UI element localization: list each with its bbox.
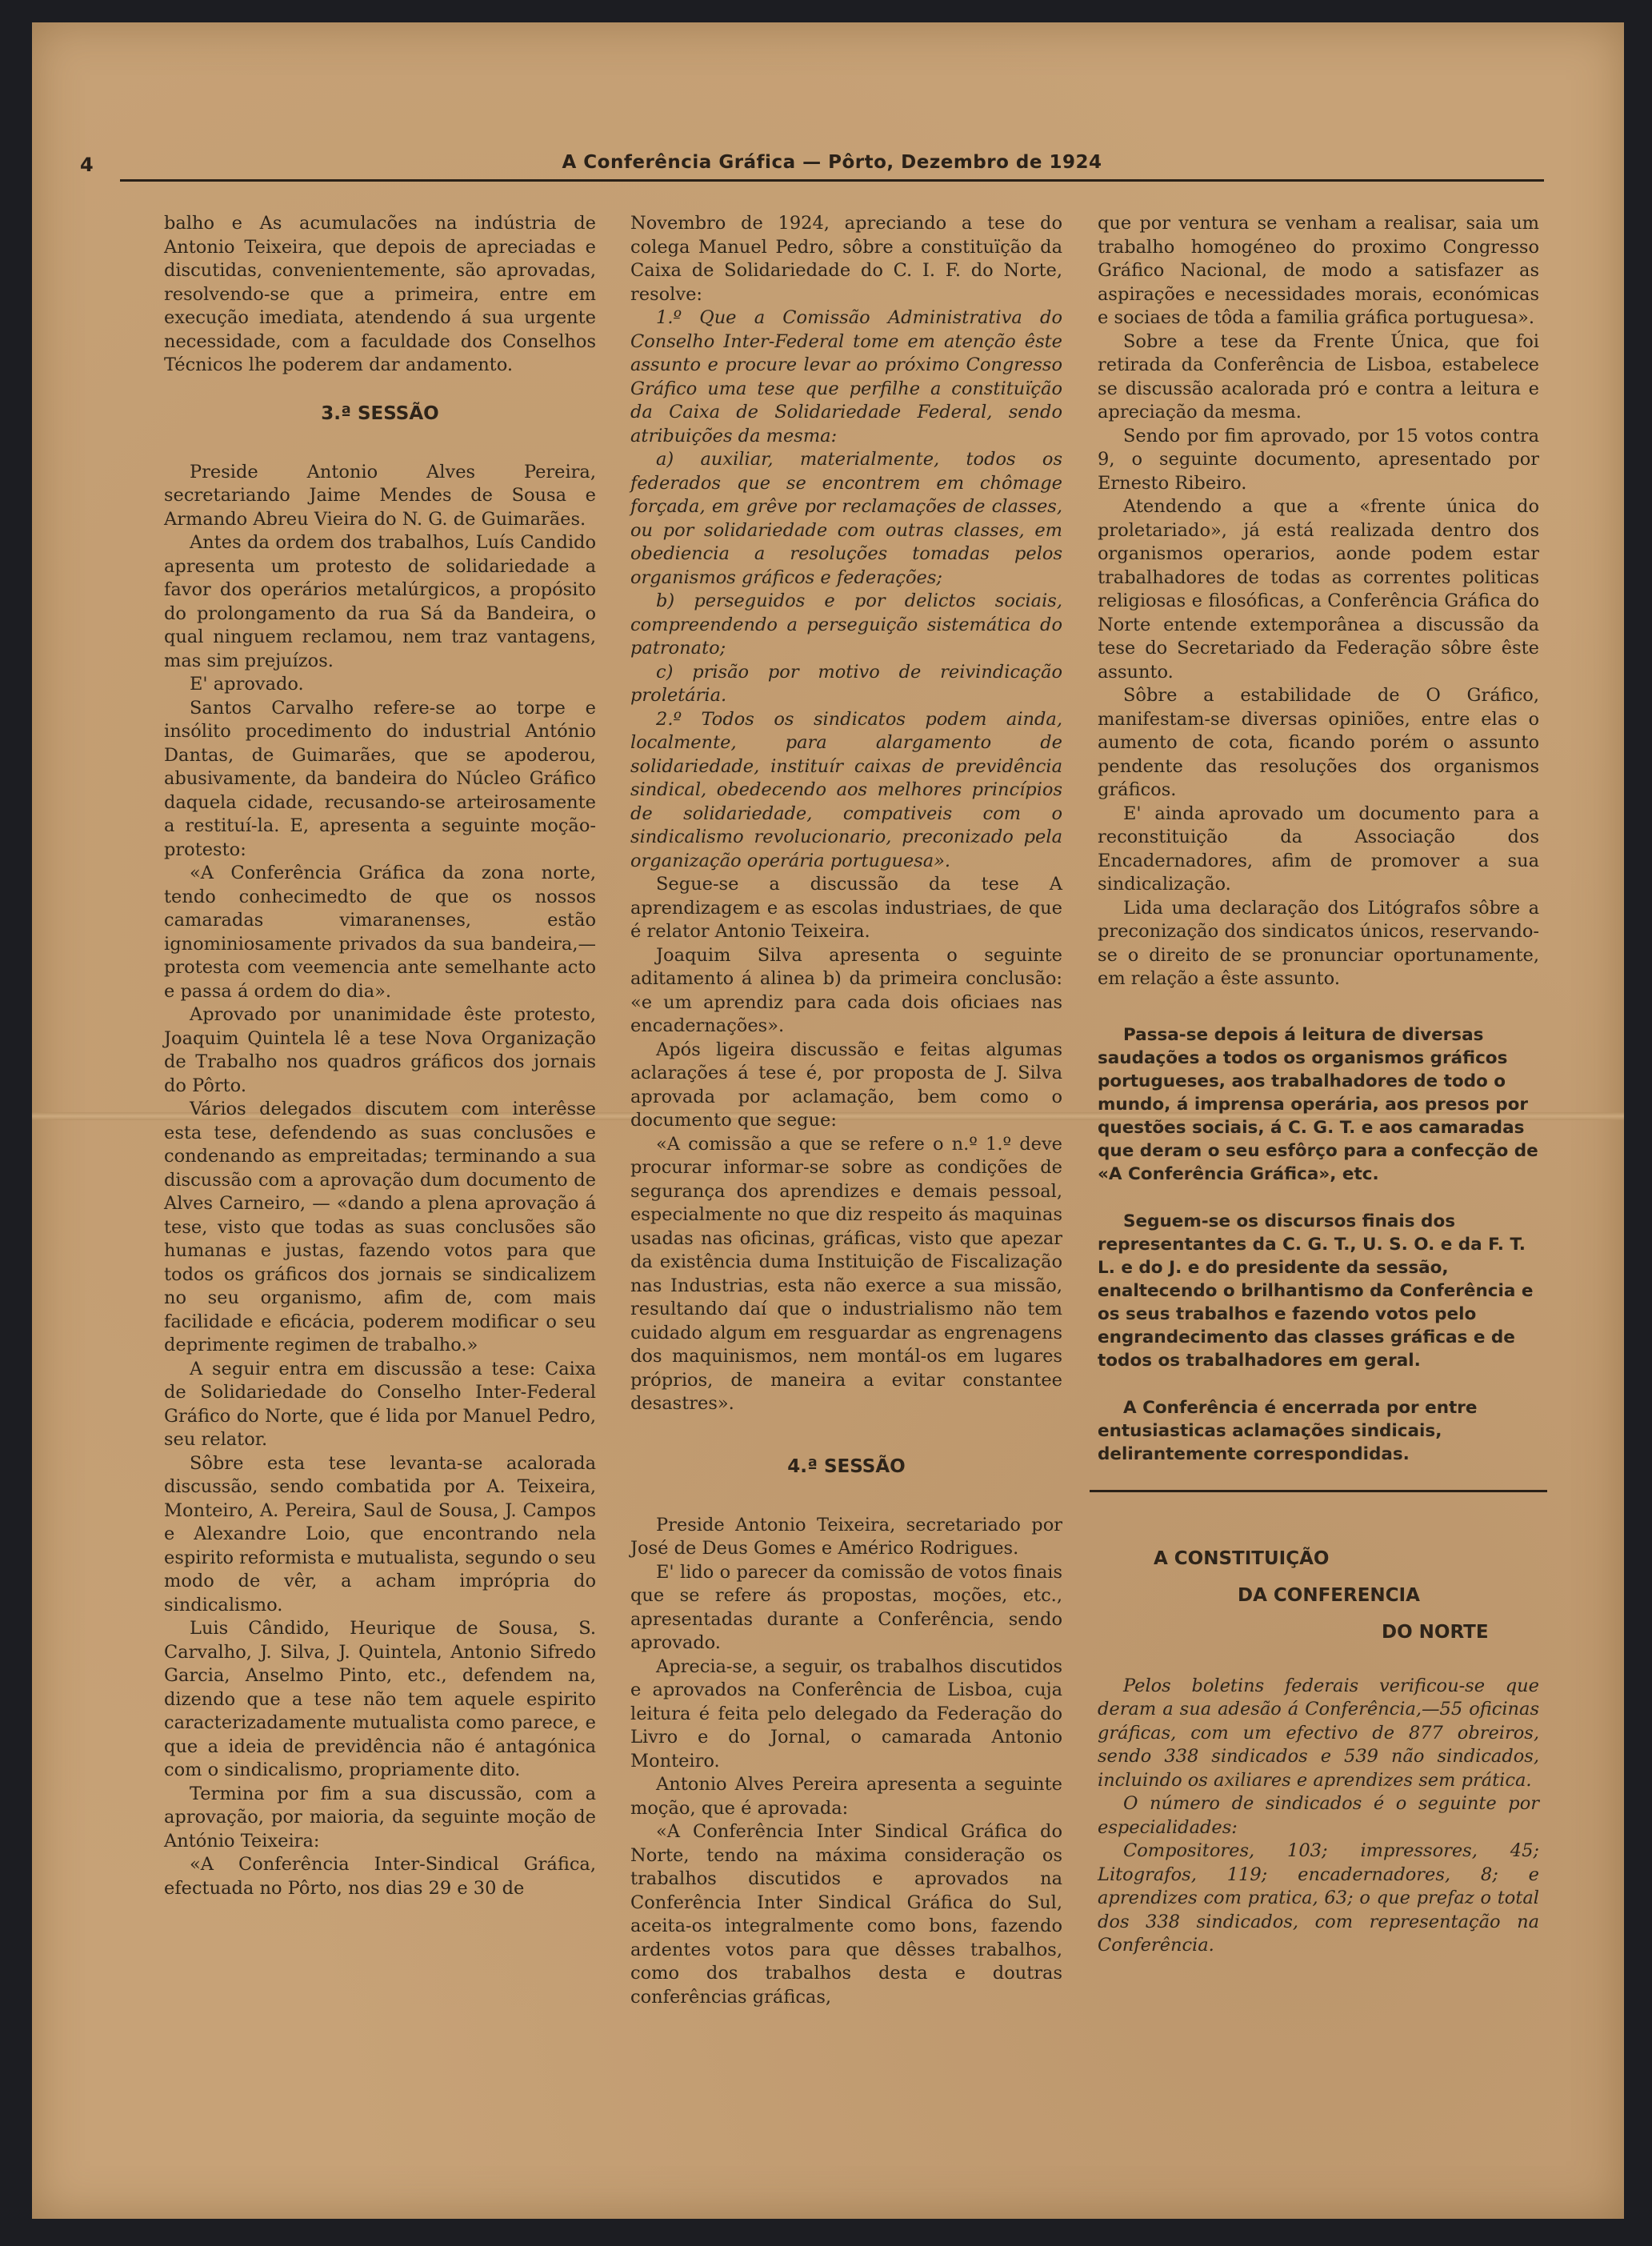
paragraph: Vários delegados discutem com interêsse esta tese, defendendo as suas conclusões e condenando as empreitadas; terminando a sua discussão com a aprovação dum documento de Alves Carneiro, — «dando a plena aprovação á tese, visto que todas as suas conclusões são humanas e justas, fazendo votos para que todos os gráficos dos jornais se sindicalizem no seu organismo, afim de, com mais facilidade e eficácia, poderem modificar o seu deprimente regimen de trabalho.» [164,1099,596,1355]
header-title: A Conferência Gráfica — Pôrto, Dezembro de 1924 [562,152,1102,173]
paragraph: Pelos boletins federais verificou-se que deram a sua adesão á Conferência,—55 oficinas gráficas, com um efectivo de 877 obreiros, sendo 338 sindicados e 539 não sindicados, incluindo os axiliares e aprendizes sem prática. [1098,1675,1539,1791]
title-line: DA CONFERENCIA [1238,1584,1420,1606]
paragraph: Novembro de 1924, apreciando a tese do colega Manuel Pedro, sôbre a constituïção da Caixa de Solidariedade do C. I. F. do Norte, resolve: [630,213,1062,305]
paragraph: Sendo por fim aprovado, por 15 votos contra 9, o seguinte documento, apresentado por Ernesto Ribeiro. [1098,425,1539,494]
paragraph: «A Conferência Inter Sindical Gráfica do Norte, tendo na máxima consideração os trabalhos discutidos e aprovados na Conferência Inter Sindical Gráfica do Sul, aceita-os integralmente como bons, fazendo ardentes votos para que dêsses trabalhos, como dos trabalhos desta e doutras conferências gráficas, [630,1821,1062,2008]
section-divider [1090,1490,1547,1492]
paragraph: Antonio Alves Pereira apresenta a seguinte moção, que é aprovada: [630,1774,1062,1819]
paragraph: «A Conferência Inter-Sindical Gráfica, efectuada no Pôrto, nos dias 29 e 30 de [164,1854,596,1899]
paragraph: Aprecia-se, a seguir, os trabalhos discutidos e aprovados na Conferência de Lisboa, cuja leitura é feita pelo delegado da Federação do Livro e do Jornal, o camarada Antonio Monteiro. [630,1655,1062,1772]
paragraph: Sobre a tese da Frente Única, que foi retirada da Conferência de Lisboa, estabelece se discussão acalorada pró e contra a leitura e apreciação da mesma. [1098,330,1539,422]
paragraph: Atendendo a que a «frente única do proletariado», já está realizada dentro dos organismos operarios, aonde podem estar trabalhadores de todas as correntes politicas religiosas e filosóficas, a Conferência Gráfica do Norte entende extemporânea a discussão da tese do Secretariado da Federação sôbre êste assunto. [1098,496,1539,683]
column-3 [1098,212,1539,1958]
paragraph: c) prisão por motivo de reivindicação proletária. [630,661,1062,706]
page-header [120,147,1544,182]
bold-paragraph: A Conferência é encerrada por entre entusiasticas aclamações sindicais, delirantemente correspondidas. [1098,1397,1478,1464]
paragraph: Preside Antonio Teixeira, secretariado por José de Deus Gomes e Américo Rodrigues. [630,1514,1062,1559]
paragraph: Lida uma declaração dos Litógrafos sôbre a preconização dos sindicatos únicos, reservando-se o direito de se pronunciar oportunamente, em relação a êste assunto. [1098,897,1539,989]
column-2 [630,212,1062,2009]
paragraph: O número de sindicados é o seguinte por especialidades: [1098,1793,1539,1838]
paragraph: Termina por fim a sua discussão, com a aprovação, por maioria, da seguinte moção de António Teixeira: [164,1783,596,1852]
bold-paragraph: Seguem-se os discursos finais dos representantes da C. G. T., U. S. O. e da F. T. L. e do J. e do presidente da sessão, enaltecendo o brilhantismo da Conferência e os seus trabalhos e fazendo votos pelo engrandecimento das classes gráficas e de todos os trabalhadores em geral. [1098,1211,1534,1371]
paragraph: balho e As acumulacões na indústria de Antonio Teixeira, que depois de apreciadas e discutidas, convenientemente, são aprovadas, resolvendo-se que a primeira, entre em execução imediata, atendendo á sua urgente necessidade, com a faculdade dos Conselhos Técnicos lhe poderem dar andamento. [164,213,596,375]
paragraph: E' ainda aprovado um documento para a reconstituição da Associação dos Encadernadores, afim de promover a sua sindicalização. [1098,803,1539,895]
column-1 [164,212,596,1900]
paragraph: 1.º Que a Comissão Administrativa do Conselho Inter-Federal tome em atenção êste assunto e procure levar ao próximo Congresso Gráfico uma tese que perfilhe a constituïção da Caixa de Solidariedade Federal, sendo atribuições da mesma: [630,307,1062,446]
paragraph: E' aprovado. [190,674,304,695]
section-heading: 3.ª SESSÃO [321,402,439,424]
section-heading: 4.ª SESSÃO [787,1455,906,1477]
paragraph: Preside Antonio Alves Pereira, secretariando Jaime Mendes de Sousa e Armando Abreu Vieira do N. G. de Guimarães. [164,461,596,530]
paragraph: Aprovado por unanimidade êste protesto, Joaquim Quintela lê a tese Nova Organização de Trabalho nos quadros gráficos dos jornais do Pôrto. [164,1004,596,1096]
paragraph: «A Conferência Gráfica da zona norte, tendo conhecimedto de que os nossos camaradas vimaranenses, estão ignominiosamente privados da sua bandeira,— protesta com veemencia ante semelhante acto e passa á ordem do dia». [164,863,596,1002]
paragraph: Luis Cândido, Heurique de Sousa, S. Carvalho, J. Silva, J. Quintela, Antonio Sifredo Garcia, Anselmo Pinto, etc., defendem na, dizendo que a tese não tem aquele espirito caracterizadamente mutualista como parece, e que a ideia de previdência não é antagónica com o sindicalismo, propriamente dito. [164,1618,596,1780]
paragraph: «A comissão a que se refere o n.º 1.º deve procurar informar-se sobre as condições de segurança dos aprendizes e demais pessoal, especialmente no que diz respeito ás maquinas usadas nas oficinas, gráficas, visto que apezar da existência duma Instituição de Fiscalização nas Industrias, esta não exerce a sua missão, resultando daí que o industrialismo não tem cuidado algum em resguardar as engrenagens dos maquinismos, nem montál-os em lugares próprios, de maneira a evitar constantee desastres». [630,1133,1062,1414]
paragraph: que por ventura se venham a realisar, saia um trabalho homogéneo do proximo Congresso Gráfico Nacional, de modo a satisfazer as aspirações e necessidades morais, económicas e sociaes de tôda a familia gráfica portuguesa». [1098,213,1539,328]
paragraph: Sôbre esta tese levanta-se acalorada discussão, sendo combatida por A. Teixeira, Monteiro, A. Pereira, Saul de Sousa, J. Campos e Alexandre Loio, que encontrando nela espirito reformista e mutualista, segundo o seu modo de vêr, a acham imprópria do sindicalismo. [164,1452,596,1615]
paragraph: E' lido o parecer da comissão de votos finais que se refere ás propostas, moções, etc., apresentadas durante a Conferência, sendo aprovado. [630,1561,1062,1653]
paragraph: Joaquim Silva apresenta o seguinte aditamento á alinea b) da primeira conclusão: «e um aprendiz para cada dois oficiaes nas encadernações». [630,944,1062,1036]
title-line: A CONSTITUIÇÃO [1154,1547,1330,1569]
paragraph: 2.º Todos os sindicatos podem ainda, localmente, para alargamento de solidariedade, instituír caixas de previdência sindical, obedecendo aos melhores princípios de solidariedade, compativeis com o sindicalismo revolucionario, preconizado pela organização operária portuguesa». [630,708,1062,871]
title-line: DO NORTE [1382,1621,1489,1643]
paragraph: Segue-se a discussão da tese A aprendizagem e as escolas industriaes, de que é relator Antonio Teixeira. [630,874,1062,942]
paragraph: b) perseguidos e por delictos sociais, compreendendo a perseguição sistemática do patronato; [630,591,1062,659]
bold-paragraph: Passa-se depois á leitura de diversas saudações a todos os organismos gráficos portugueses, aos trabalhadores de todo o mundo, á imprensa operária, aos presos por questões sociais, á C. G. T. e aos camaradas que deram o seu esfôrço para a confecção de «A Conferência Gráfica», etc. [1098,1024,1538,1184]
paragraph: A seguir entra em discussão a tese: Caixa de Solidariedade do Conselho Inter-Federal Gráfico do Norte, que é lida por Manuel Pedro, seu relator. [164,1358,596,1450]
page-number: 4 [80,154,94,176]
paragraph: Antes da ordem dos trabalhos, Luís Candido apresenta um protesto de solidariedade a favor dos operários metalúrgicos, a propósito do prolongamento da rua Sá da Bandeira, o qual ninguem reclamou, nem traz vantagens, mas sim prejuízos. [164,532,596,671]
paragraph: Compositores, 103; impressores, 45; Litografos, 119; encadernadores, 8; e aprendizes com pratica, 63; o que prefaz o total dos 338 sindicados, com representação na Conferência. [1098,1840,1539,1956]
paragraph: a) auxiliar, materialmente, todos os federados que se encontrem em chômage forçada, em grêve por reclamações de classes, ou por solidariedade com outras classes, em obediencia a resoluções tomadas pelos organismos gráficos e federações; [630,449,1062,588]
paragraph: Santos Carvalho refere-se ao torpe e insólito procedimento do industrial António Dantas, de Guimarães, que se apoderou, abusivamente, da bandeira do Núcleo Gráfico daquela cidade, recusando-se arteirosamente a restituí-la. E, apresenta a seguinte moção-protesto: [164,697,596,860]
paragraph: Sôbre a estabilidade de O Gráfico, manifestam-se diversas opiniões, entre elas o aumento de cota, ficando porém o assunto pendente das resoluções dos organismos gráficos. [1098,685,1539,800]
paragraph: Após ligeira discussão e feitas algumas aclarações á tese é, por proposta de J. Silva aprovada por aclamação, bem como o documento que segue: [630,1039,1062,1131]
article-title [1098,1540,1539,1651]
